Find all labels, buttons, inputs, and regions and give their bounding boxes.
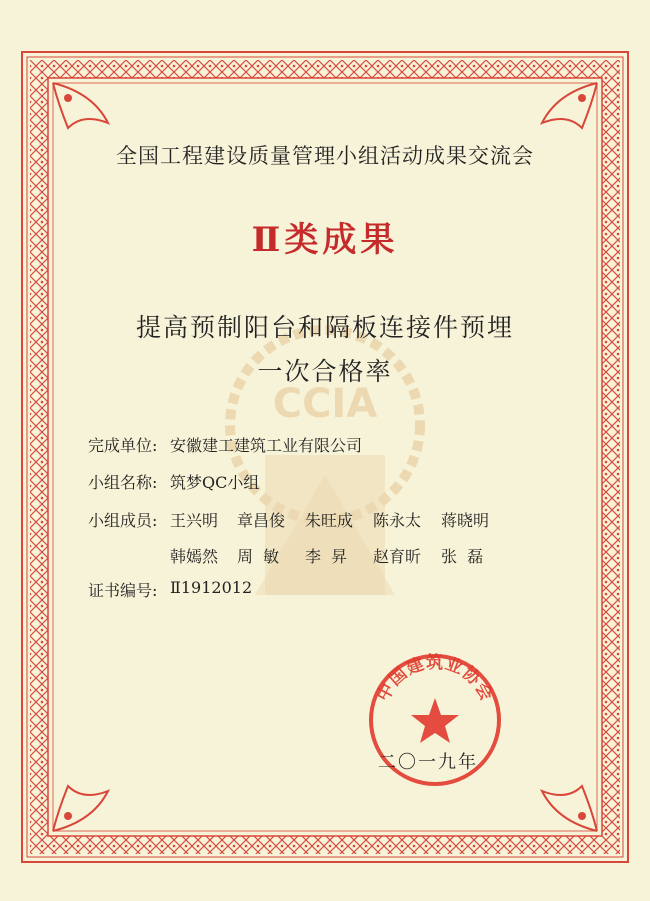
member-name: 王兴明 — [170, 511, 219, 530]
group-name-value: 筑梦QC小组 — [170, 473, 260, 492]
seal-text: 中国建筑业协会 — [373, 653, 497, 705]
member-name: 陈永太 — [373, 511, 422, 530]
member-name: 张 磊 — [441, 547, 484, 566]
award-level-title: Ⅱ类成果 — [251, 220, 399, 260]
member-name: 朱旺成 — [305, 511, 354, 530]
star-icon — [411, 698, 459, 743]
member-name: 蒋晓明 — [441, 511, 490, 530]
svg-text:中国建筑业协会 — [372, 652, 497, 705]
project-title-line2: 一次合格率 — [257, 357, 393, 386]
unit-label: 完成单位: — [88, 436, 158, 455]
issue-date: 二〇一九年 — [378, 752, 478, 773]
event-title: 全国工程建设质量管理小组活动成果交流会 — [116, 144, 534, 168]
certificate-number-value: Ⅱ1912012 — [170, 578, 253, 597]
project-title-line1: 提高预制阳台和隔板连接件预埋 — [135, 313, 514, 342]
certificate-number-label: 证书编号: — [88, 581, 158, 600]
member-name: 李 昇 — [305, 547, 348, 566]
members-label: 小组成员: — [88, 511, 158, 530]
member-name: 赵育昕 — [373, 547, 422, 566]
group-name-label: 小组名称: — [88, 473, 158, 492]
member-name: 周 敏 — [237, 547, 280, 566]
member-name: 韩嫣然 — [170, 547, 219, 566]
member-name: 章昌俊 — [237, 511, 286, 530]
unit-value: 安徽建工建筑工业有限公司 — [170, 436, 363, 455]
watermark-text: CCIA — [272, 381, 378, 427]
